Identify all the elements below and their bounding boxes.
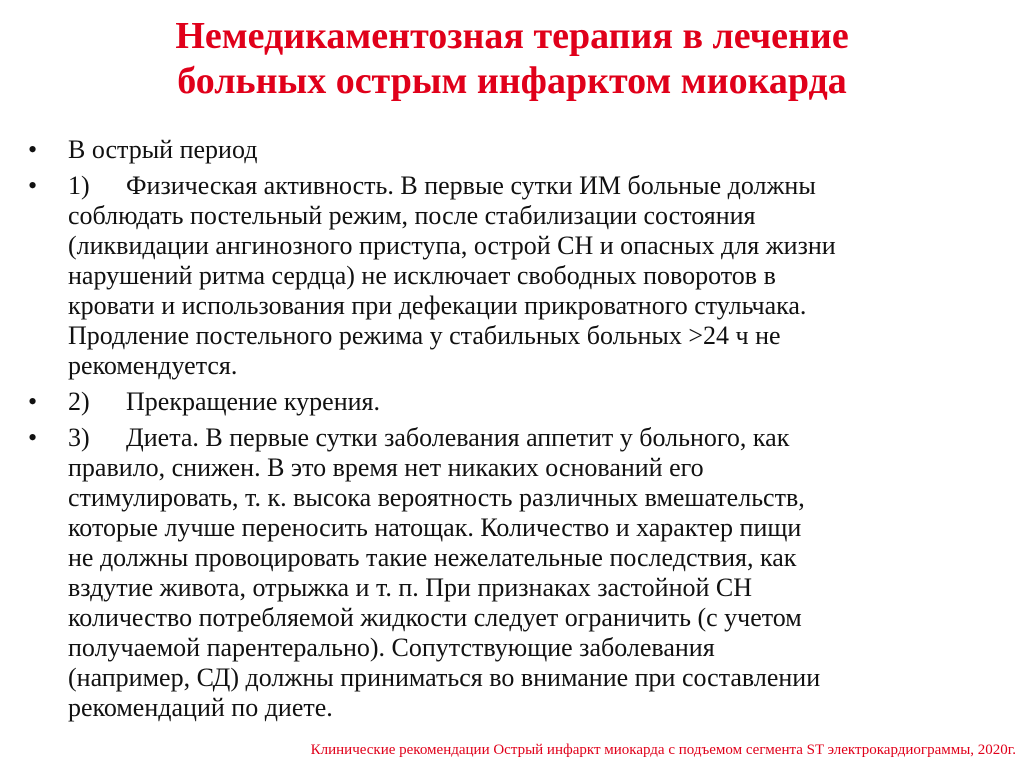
- bullet-text-line: [68, 423, 978, 453]
- slide-title: [40, 14, 984, 104]
- bullet-text-line: [68, 171, 978, 201]
- bullet-text-line: [68, 387, 978, 417]
- bullet-dot-icon: •: [28, 423, 38, 452]
- bullet-text-line: вздутие живота, отрыжка и т. п. При признаках застойной СН: [68, 573, 753, 602]
- bullet-dot-icon: •: [28, 387, 38, 416]
- bullet-text-line: В острый период: [68, 135, 258, 164]
- bullet-item: [0, 423, 978, 723]
- bullet-text-line: правило, снижен. В это время нет никаких оснований его: [68, 453, 704, 482]
- bullet-text: Физическая активность. В первые сутки ИМ больные должны: [126, 171, 816, 200]
- bullet-text-line: рекомендаций по диете.: [68, 693, 333, 722]
- bullet-text: Прекращение курения.: [126, 387, 381, 416]
- bullet-text-line: Продление постельного режима у стабильных больных >24 ч не: [68, 321, 781, 350]
- bullet-text-line: рекомендуется.: [68, 351, 238, 380]
- bullet-dot-icon: •: [28, 135, 38, 164]
- bullet-number: 2): [68, 387, 90, 416]
- bullet-text: Диета. В первые сутки заболевания аппетит у больного, как: [126, 423, 790, 452]
- bullet-number: 1): [68, 171, 90, 200]
- bullet-text-line: (ликвидации ангинозного приступа, острой СН и опасных для жизни: [68, 231, 836, 260]
- bullet-text-line: количество потребляемой жидкости следует ограничить (с учетом: [68, 603, 802, 632]
- bullet-item: [0, 171, 978, 381]
- bullet-text-line: кровати и использования при дефекации прикроватного стульчака.: [68, 291, 807, 320]
- bullet-item: [0, 387, 978, 417]
- slide-title-line-2: больных острым инфарктом миокарда: [177, 60, 847, 102]
- bullet-text-line: получаемой парентерально). Сопутствующие заболевания: [68, 633, 715, 662]
- source-citation: Клинические рекомендации Острый инфаркт миокарда с подъемом сегмента ST электрокардиограммы, 2020г.: [310, 742, 1016, 758]
- bullet-text-line: не должны провоцировать такие нежелательные последствия, как: [68, 543, 797, 572]
- bullet-text-line: соблюдать постельный режим, после стабилизации состояния: [68, 201, 756, 230]
- bullet-dot-icon: •: [28, 171, 38, 200]
- bullet-text-line: нарушений ритма сердца) не исключает свободных поворотов в: [68, 261, 776, 290]
- bullet-list: [0, 135, 978, 729]
- bullet-text-line: стимулировать, т. к. высока вероятность различных вмешательств,: [68, 483, 805, 512]
- bullet-text-line: которые лучше переносить натощак. Количество и характер пищи: [68, 513, 802, 542]
- bullet-number: 3): [68, 423, 90, 452]
- bullet-text-line: (например, СД) должны приниматься во внимание при составлении: [68, 663, 821, 692]
- slide-title-line-1: Немедикаментозная терапия в лечение: [175, 15, 849, 57]
- bullet-item: [0, 135, 978, 165]
